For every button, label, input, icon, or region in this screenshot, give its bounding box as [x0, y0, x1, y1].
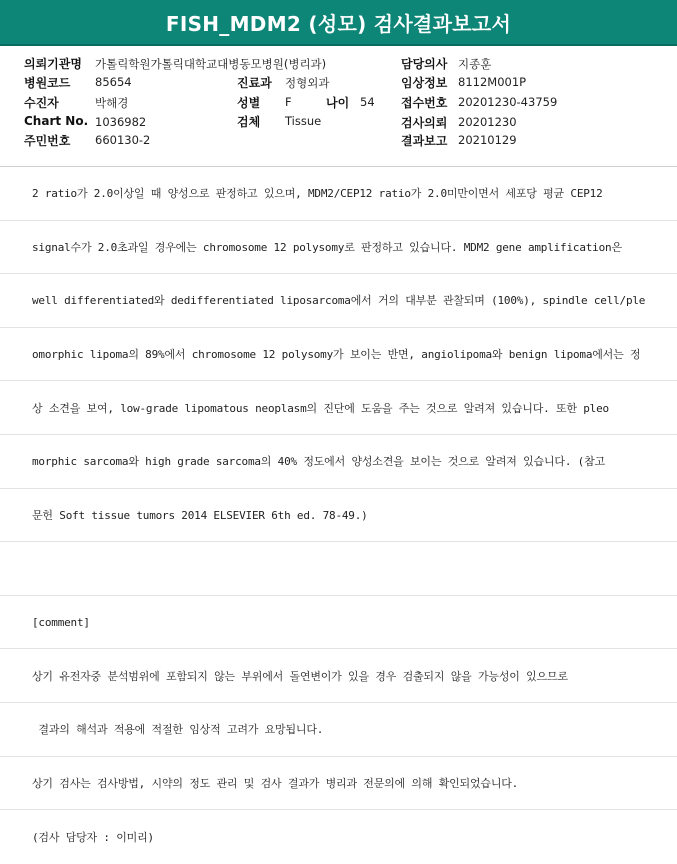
comment-heading: [comment] — [0, 596, 677, 650]
result-report-value: 20210129 — [458, 133, 517, 147]
resident-no-value: 660130-2 — [95, 133, 151, 147]
report-line: well differentiated와 dedifferentiated liposarcoma에서 거의 대부분 관찰되며 (100%), spindle cell/ple — [0, 274, 677, 328]
physician-label: 담당의사 — [401, 57, 448, 71]
examinee-value: 박해경 — [95, 96, 129, 110]
requesting-institution-value: 가톨릭학원가톨릭대학교대병동모병원(병리과) — [95, 57, 327, 71]
sex-label: 성별 — [237, 96, 261, 110]
report-line: 상기 유전자중 분석범위에 포함되지 않는 부위에서 돌연변이가 있을 경우 검출되지 않을 가능성이 있으므로 — [0, 649, 677, 703]
physician-value: 지종훈 — [458, 57, 492, 71]
report-line: signal수가 2.0초과일 경우에는 chromosome 12 polysomy로 판정하고 있습니다. MDM2 gene amplification은 — [0, 221, 677, 275]
sex-value: F — [285, 95, 292, 109]
report-body — [0, 167, 677, 864]
result-report-label: 결과보고 — [401, 134, 448, 148]
report-line: 상기 검사는 검사방법, 시약의 정도 관리 및 검사 결과가 병리과 전문의에 의해 확인되었습니다. — [0, 757, 677, 811]
hospital-code-value: 85654 — [95, 75, 132, 89]
specimen-value: Tissue — [285, 114, 322, 128]
chart-no-value: 1036982 — [95, 115, 147, 129]
clinical-info-value: 8112M001P — [458, 75, 527, 89]
resident-no-label: 주민번호 — [24, 134, 71, 148]
report-line: 2 ratio가 2.0이상일 때 양성으로 판정하고 있으며, MDM2/CEP12 ratio가 2.0미만이면서 세포당 평균 CEP12 — [0, 167, 677, 221]
requesting-institution-label: 의뢰기관명 — [24, 57, 82, 71]
chart-no-label: Chart No. — [24, 114, 89, 128]
examinee-label: 수진자 — [24, 96, 59, 110]
report-title-bar — [0, 0, 677, 46]
clinical-info-label: 임상정보 — [401, 76, 448, 90]
test-request-label: 검사의뢰 — [401, 116, 448, 130]
test-request-value: 20201230 — [458, 115, 517, 129]
technician-line: (검사 담당자 : 이미리) — [32, 830, 154, 844]
age-label: 나이 — [326, 96, 350, 110]
report-line: morphic sarcoma와 high grade sarcoma의 40% 정도에서 양성소견을 보이는 것으로 알려져 있습니다. (참고 — [0, 435, 677, 489]
report-line: 결과의 해석과 적용에 적절한 임상적 고려가 요망됩니다. — [0, 703, 677, 757]
report-line: omorphic lipoma의 89%에서 chromosome 12 polysomy가 보이는 반면, angiolipoma와 benign lipoma에서는 정 — [0, 328, 677, 382]
report-line: 상 소견을 보여, low-grade lipomatous neoplasm의 진단에 도움을 주는 것으로 알려져 있습니다. 또한 pleo — [0, 381, 677, 435]
patient-info-section — [0, 46, 677, 167]
department-label: 진료과 — [237, 76, 272, 90]
specimen-label: 검체 — [237, 115, 261, 129]
accession-no-value: 20201230-43759 — [458, 95, 558, 109]
department-value: 정형외과 — [285, 76, 330, 90]
accession-no-label: 접수번호 — [401, 96, 448, 110]
report-line-blank — [0, 542, 677, 596]
hospital-code-label: 병원코드 — [24, 76, 71, 90]
age-value: 54 — [360, 95, 375, 109]
report-line: 문헌 Soft tissue tumors 2014 ELSEVIER 6th ed. 78-49.) — [0, 489, 677, 543]
report-title: FISH_MDM2 (성모) 검사결과보고서 — [165, 11, 512, 36]
